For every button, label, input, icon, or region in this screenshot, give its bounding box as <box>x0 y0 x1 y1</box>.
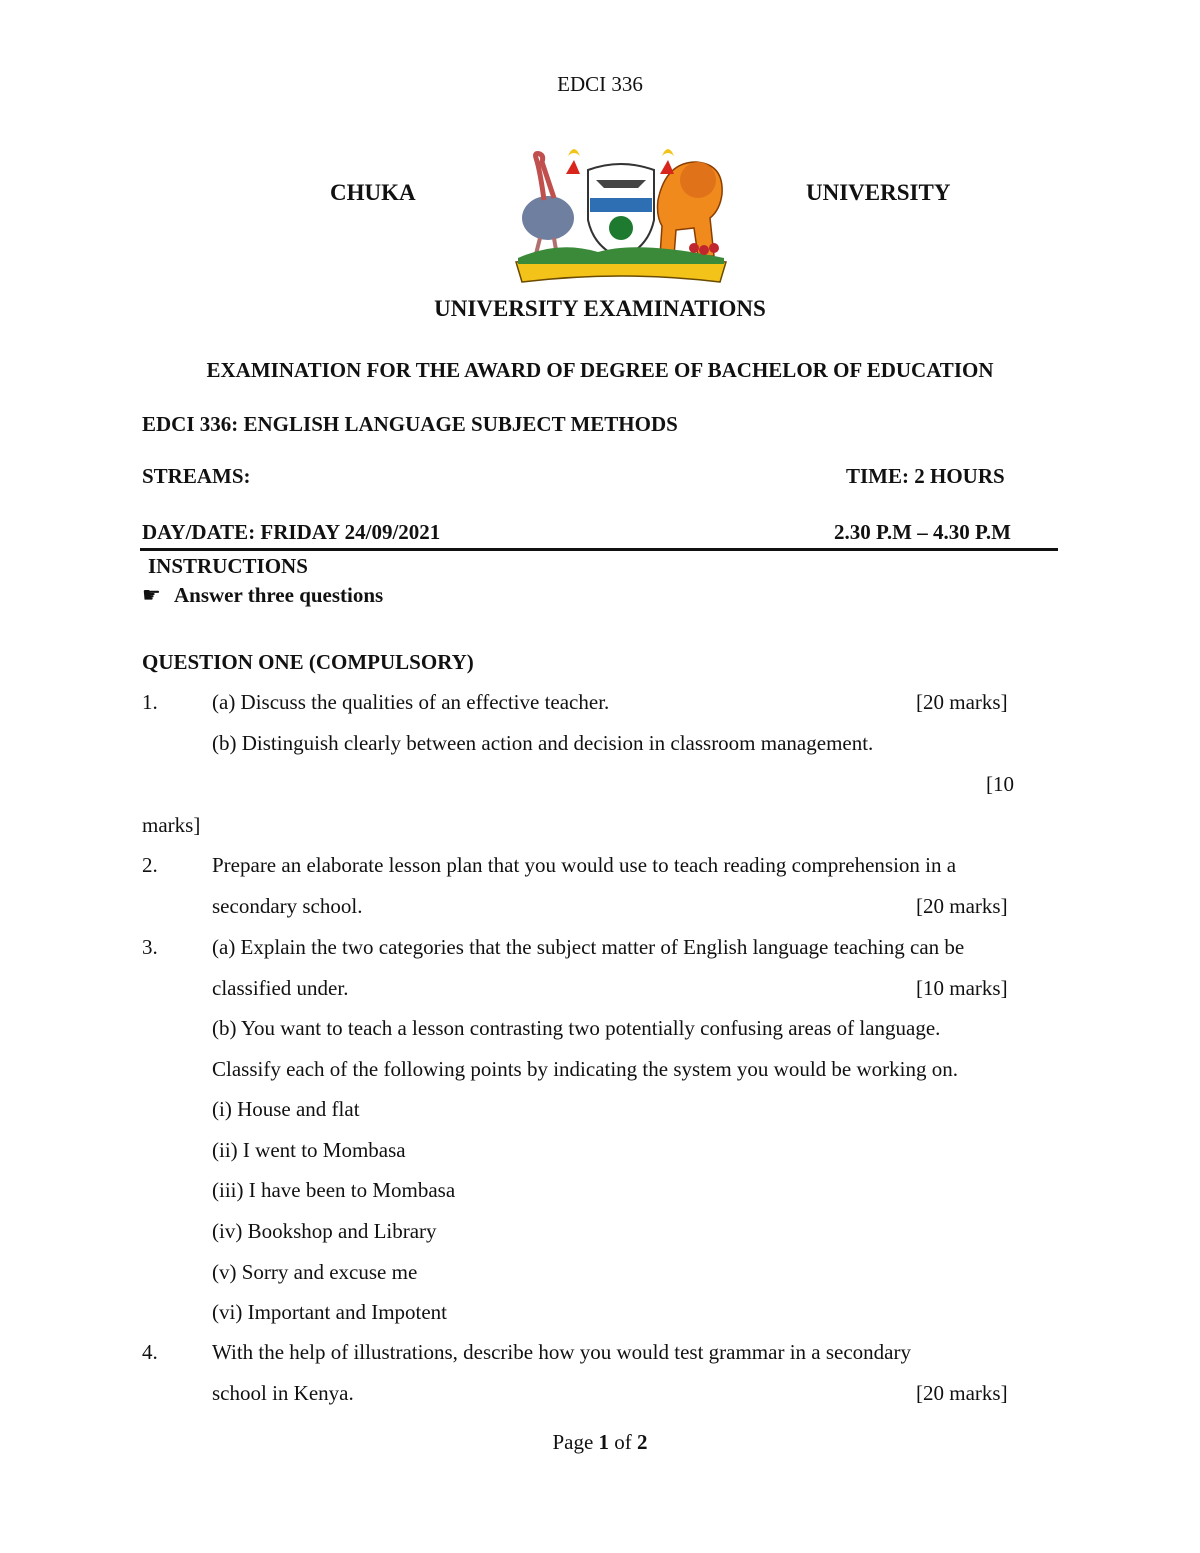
list-item: (iii) I have been to Mombasa <box>212 1178 456 1202</box>
section-heading: QUESTION ONE (COMPULSORY) <box>142 650 474 674</box>
question-text: (a) Discuss the qualities of an effective teacher. <box>212 690 610 714</box>
page-of: of <box>609 1430 638 1454</box>
list-item: (iv) Bookshop and Library <box>212 1219 437 1243</box>
university-name-left: CHUKA <box>330 180 416 205</box>
question-text: school in Kenya. <box>212 1381 354 1405</box>
question-number: 4. <box>142 1340 158 1364</box>
list-item: (i) House and flat <box>212 1097 360 1121</box>
question-marks: [20 marks] <box>916 1381 1008 1405</box>
list-item: (v) Sorry and excuse me <box>212 1260 418 1284</box>
question-text: secondary school. <box>212 894 363 918</box>
instruction-item <box>142 583 383 608</box>
question-text: (b) Distinguish clearly between action and decision in classroom management. <box>212 731 874 755</box>
list-item: (ii) I went to Mombasa <box>212 1138 406 1162</box>
current-page: 1 <box>598 1430 610 1454</box>
day-date: DAY/DATE: FRIDAY 24/09/2021 <box>142 520 441 544</box>
instructions-heading: INSTRUCTIONS <box>148 554 308 578</box>
question-text: (b) You want to teach a lesson contrasting two potentially confusing areas of language. <box>212 1016 941 1040</box>
exam-title: UNIVERSITY EXAMINATIONS <box>434 296 766 321</box>
question-marks: [20 marks] <box>916 894 1008 918</box>
question-marks: [10 marks] <box>916 976 1008 1000</box>
question-text: classified under. <box>212 976 349 1000</box>
streams-label: STREAMS: <box>142 464 251 488</box>
page-label: Page <box>552 1430 599 1454</box>
header-divider <box>140 548 1058 551</box>
degree-line: EXAMINATION FOR THE AWARD OF DEGREE OF BACHELOR OF EDUCATION <box>206 358 994 382</box>
hand-pointer-icon: ☛ <box>142 583 161 607</box>
question-marks: [10 <box>986 772 1014 796</box>
total-pages: 2 <box>637 1430 648 1454</box>
list-item: (vi) Important and Impotent <box>212 1300 448 1324</box>
question-number: 1. <box>142 690 158 714</box>
question-text: (a) Explain the two categories that the subject matter of English language teaching can be <box>212 935 965 959</box>
time-range: 2.30 P.M – 4.30 P.M <box>834 520 1011 544</box>
question-text: With the help of illustrations, describe how you would test grammar in a secondary <box>212 1340 911 1364</box>
question-marks: [20 marks] <box>916 690 1008 714</box>
page-footer <box>0 1430 1200 1455</box>
question-number: 3. <box>142 935 158 959</box>
university-name-right: UNIVERSITY <box>806 180 951 205</box>
question-marks: marks] <box>142 813 201 837</box>
university-coat-of-arms-logo <box>488 140 754 288</box>
time-allowed: TIME: 2 HOURS <box>846 464 1005 488</box>
instruction-text: Answer three questions <box>174 583 384 607</box>
course-title: EDCI 336: ENGLISH LANGUAGE SUBJECT METHODS <box>142 412 678 436</box>
page-header-code: EDCI 336 <box>557 72 643 96</box>
question-text: Classify each of the following points by indicating the system you would be working on. <box>212 1057 958 1081</box>
question-text: Prepare an elaborate lesson plan that you would use to teach reading comprehension in a <box>212 853 957 877</box>
question-number: 2. <box>142 853 158 877</box>
